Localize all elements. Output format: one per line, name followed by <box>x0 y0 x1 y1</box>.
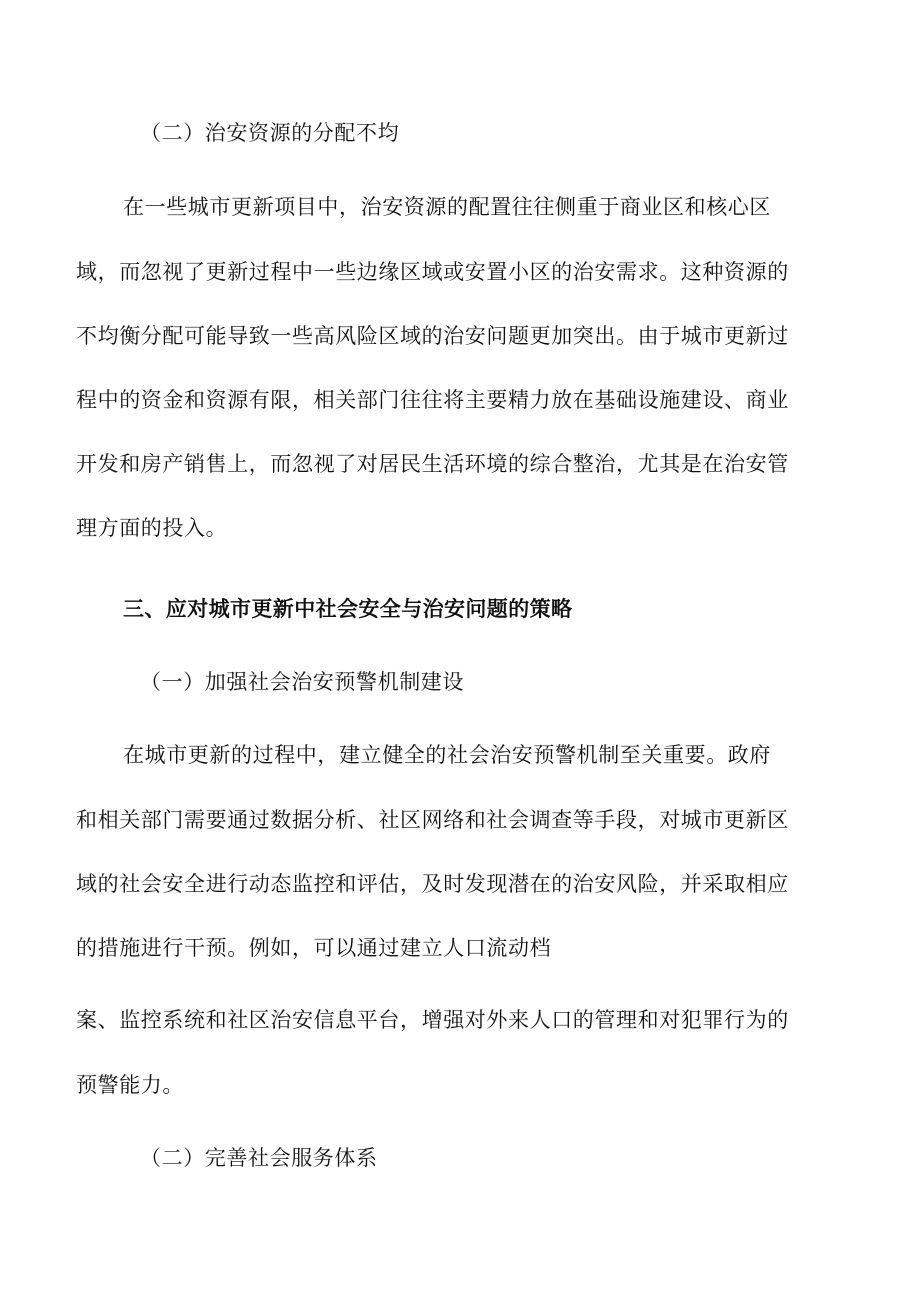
paragraph-line: 在一些城市更新项目中，治安资源的配置往往侧重于商业区和核心区 <box>123 195 771 219</box>
paragraph-line: 和相关部门需要通过数据分析、社区网络和社会调查等手段，对城市更新区 <box>76 808 789 832</box>
paragraph-line: 的措施进行干预。例如，可以通过建立人口流动档 <box>76 936 552 960</box>
sub-heading: （二）治安资源的分配不均 <box>140 121 400 145</box>
section-heading: 三、应对城市更新中社会安全与治安问题的策略 <box>123 596 573 621</box>
paragraph-line: 在城市更新的过程中，建立健全的社会治安预警机制至关重要。政府 <box>123 743 771 767</box>
paragraph-line: 域，而忽视了更新过程中一些边缘区域或安置小区的治安需求。这种资源的 <box>76 260 789 284</box>
paragraph-line: 预警能力。 <box>76 1073 184 1097</box>
paragraph-line: 域的社会安全进行动态监控和评估，及时发现潜在的治安风险，并采取相应 <box>76 872 789 896</box>
paragraph-line: 程中的资金和资源有限，相关部门往往将主要精力放在基础设施建设、商业 <box>76 388 789 412</box>
paragraph-line: 开发和房产销售上，而忽视了对居民生活环境的综合整治，尤其是在治安管 <box>76 452 789 476</box>
paragraph-line: 理方面的投入。 <box>76 516 228 540</box>
sub-heading: （二）完善社会服务体系 <box>140 1146 378 1170</box>
sub-heading: （一）加强社会治安预警机制建设 <box>140 670 464 694</box>
paragraph-line: 不均衡分配可能导致一些高风险区域的治安问题更加突出。由于城市更新过 <box>76 324 789 348</box>
paragraph-line: 案、监控系统和社区治安信息平台，增强对外来人口的管理和对犯罪行为的 <box>76 1008 789 1032</box>
